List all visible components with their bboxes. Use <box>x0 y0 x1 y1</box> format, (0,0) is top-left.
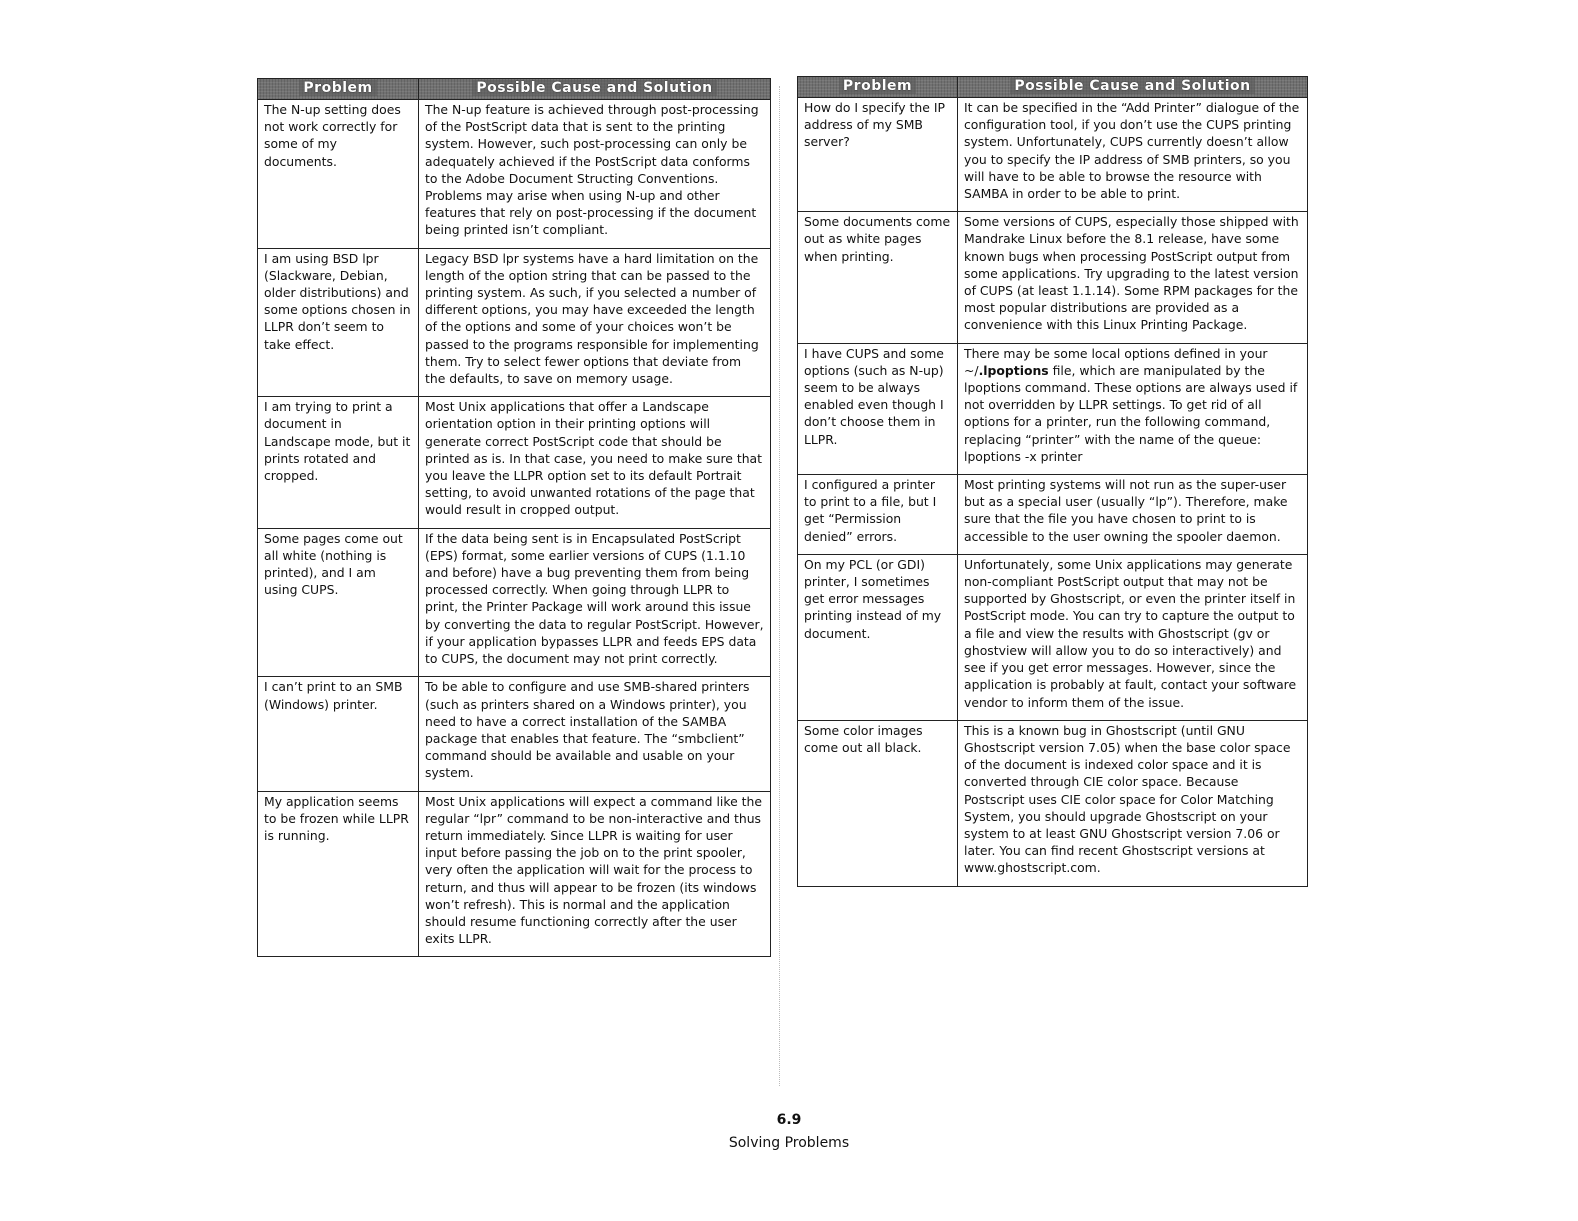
solution-cell: Unfortunately, some Unix applications may generate non-compliant PostScript output that may not be supported by Ghostscript, or even the printer itself in PostScript mode. You can try to capture the output to a file and view the results with Ghostscript (gv or ghostview will allow you to do so interactively) and see if you get error messages. However, since the application is probably at fault, contact your software vendor to inform them of the issue. <box>958 554 1308 720</box>
table-row <box>798 475 1308 555</box>
troubleshooting-table-right <box>797 76 1308 887</box>
header-problem: Problem <box>258 79 419 100</box>
problem-cell: I can’t print to an SMB (Windows) printer. <box>258 677 419 791</box>
table-row <box>258 397 771 528</box>
column-divider <box>779 86 780 1086</box>
solution-cell: Some versions of CUPS, especially those shipped with Mandrake Linux before the 8.1 release, have some known bugs when processing PostScript output from some applications. Try upgrading to the latest version of CUPS (at least 1.1.14). Some RPM packages for the most popular distributions are provided as a convenience with this Linux Printing Package. <box>958 212 1308 343</box>
solution-cell: The N-up feature is achieved through post-processing of the PostScript data that is sent to the printing system. However, such post-processing can only be adequately achieved if the PostScript data conforms to the Adobe Document Structing Conventions. Problems may arise when using N-up and other features that rely on post-processing if the document being printed isn’t compliant. <box>419 100 771 249</box>
table-row <box>258 100 771 249</box>
table-row <box>798 212 1308 343</box>
table-row <box>258 677 771 791</box>
problem-cell: The N-up setting does not work correctly for some of my documents. <box>258 100 419 249</box>
header-solution: Possible Cause and Solution <box>419 79 771 100</box>
solution-cell: It can be specified in the “Add Printer” dialogue of the configuration tool, if you don’t use the CUPS printing system. Unfortunately, CUPS currently doesn’t allow you to specify the IP address of SMB printers, so you will have to be able to browse the resource with SAMBA in order to be able to print. <box>958 98 1308 212</box>
problem-cell: I am using BSD lpr (Slackware, Debian, older distributions) and some options chosen in LLPR don’t seem to take effect. <box>258 248 419 397</box>
solution-text-start: There may be some local options defined in your ~/ <box>964 345 1268 378</box>
table-row <box>258 791 771 957</box>
solution-cell <box>958 343 1308 474</box>
solution-cell: Legacy BSD lpr systems have a hard limitation on the length of the option string that can be passed to the printing system. As such, if you selected a number of different options, you may have exceeded the length of the options and some of your choices won’t be passed to the programs responsible for implementing them. Try to select fewer options that deviate from the defaults, to save on memory usage. <box>419 248 771 397</box>
solution-cell: Most Unix applications will expect a command like the regular “lpr” command to be non-interactive and thus return immediately. Since LLPR is waiting for user input before passing the job on to the print spooler, very often the application will wait for the process to return, and thus will appear to be frozen (its windows won’t refresh). This is normal and the application should resume functioning correctly after the user exits LLPR. <box>419 791 771 957</box>
problem-cell: How do I specify the IP address of my SMB server? <box>798 98 958 212</box>
table-row <box>258 528 771 677</box>
problem-cell: I am trying to print a document in Landscape mode, but it prints rotated and cropped. <box>258 397 419 528</box>
troubleshooting-table-left <box>257 78 771 957</box>
problem-cell: I have CUPS and some options (such as N-up) seem to be always enabled even though I don’t choose them in LLPR. <box>798 343 958 474</box>
problem-cell: Some color images come out all black. <box>798 720 958 886</box>
table-header-row <box>258 79 771 100</box>
solution-cell: If the data being sent is in Encapsulated PostScript (EPS) format, some earlier versions of CUPS (1.1.10 and before) have a bug preventing them from being processed correctly. When going through LLPR to print, the Printer Package will work around this issue by converting the data to regular PostScript. However, if your application bypasses LLPR and feeds EPS data to CUPS, the document may not print correctly. <box>419 528 771 677</box>
page-number: 6.9 <box>776 1112 802 1128</box>
table-row <box>258 248 771 397</box>
problem-cell: Some pages come out all white (nothing is printed), and I am using CUPS. <box>258 528 419 677</box>
problem-cell: Some documents come out as white pages when printing. <box>798 212 958 343</box>
table-row <box>798 720 1308 886</box>
header-problem: Problem <box>798 77 958 98</box>
table-row <box>798 98 1308 212</box>
problem-cell: I configured a printer to print to a file, but I get “Permission denied” errors. <box>798 475 958 555</box>
solution-cell: Most printing systems will not run as the super-user but as a special user (usually “lp”). Therefore, make sure that the file you have chosen to print to is accessible to the user owning the spooler daemon. <box>958 475 1308 555</box>
table-header-row <box>798 77 1308 98</box>
solution-cell: Most Unix applications that offer a Landscape orientation option in their printing options will generate correct PostScript code that should be printed as is. In that case, you need to make sure that you leave the LLPR option set to its default Portrait setting, to avoid unwanted rotations of the page that would result in cropped output. <box>419 397 771 528</box>
solution-cell: To be able to configure and use SMB-shared printers (such as printers shared on a Windows printer), you need to have a correct installation of the SAMBA package that enables that feature. The “smbclient” command should be available and usable on your system. <box>419 677 771 791</box>
problem-cell: My application seems to be frozen while LLPR is running. <box>258 791 419 957</box>
header-solution: Possible Cause and Solution <box>958 77 1308 98</box>
section-name: Solving Problems <box>728 1135 850 1151</box>
lpoptions-filename: .lpoptions <box>978 362 1049 378</box>
table-row <box>798 343 1308 474</box>
solution-text-end: file, which are manipulated by the lpoptions command. These options are always used if not overridden by LLPR settings. To get rid of all options for a printer, run the following command, replacing “printer” with the name of the queue: lpoptions -x printer <box>964 362 1298 464</box>
table-row <box>798 554 1308 720</box>
solution-cell: This is a known bug in Ghostscript (until GNU Ghostscript version 7.05) when the base color space of the document is indexed color space and it is converted through CIE color space. Because Postscript uses CIE color space for Color Matching System, you should upgrade Ghostscript on your system to at least GNU Ghostscript version 7.06 or later. You can find recent Ghostscript versions at www.ghostscript.com. <box>958 720 1308 886</box>
page-footer <box>0 1110 1578 1153</box>
problem-cell: On my PCL (or GDI) printer, I sometimes get error messages printing instead of my document. <box>798 554 958 720</box>
